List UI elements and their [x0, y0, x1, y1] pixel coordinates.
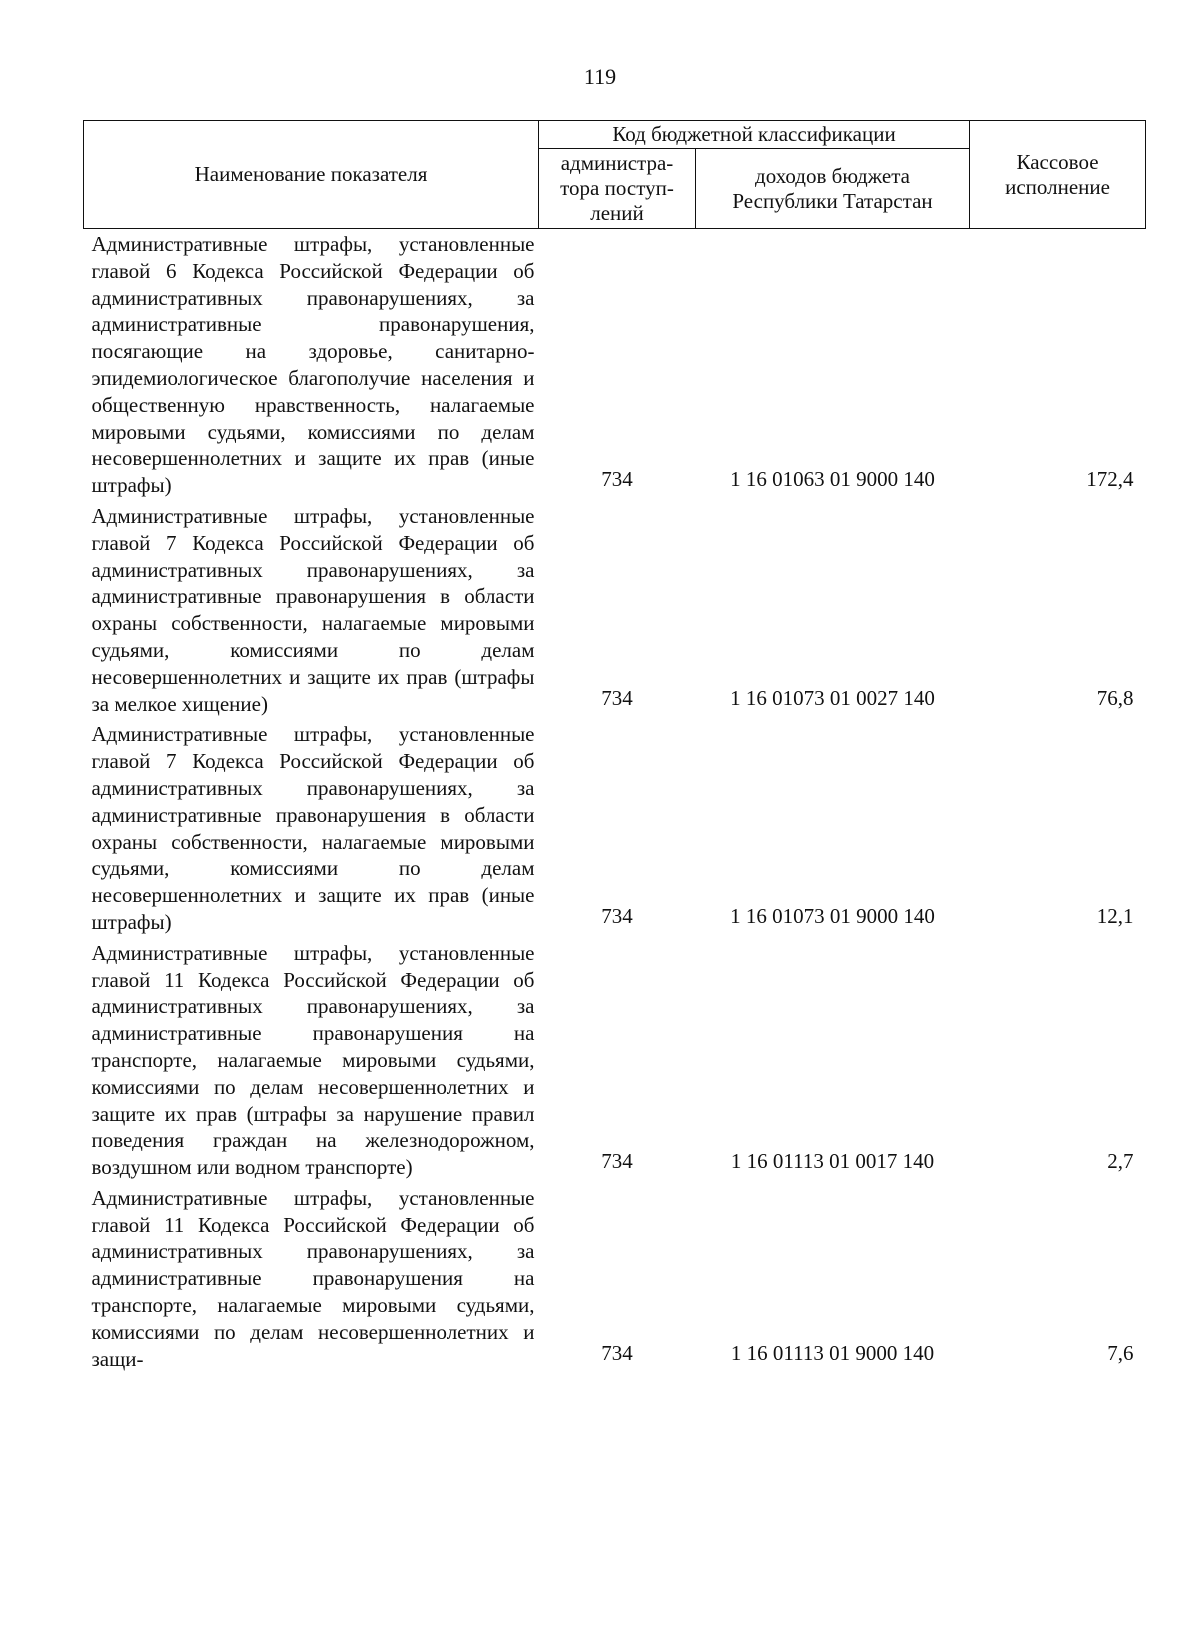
revenue-code: 1 16 01113 01 9000 140: [730, 1340, 935, 1365]
indicator-name: Административные штрафы, установленные главой 11 Кодекса Российской Федерации об административных правонарушениях, за административные правонарушения на транспорте, налагаемые мировыми судьями, комиссиями по делам несовершеннолетних и защите их прав (штрафы за нарушение правил поведения граждан на железнодорожном, воздушном или водном транспорте): [91, 940, 535, 1180]
administrator-code: 734: [601, 903, 633, 928]
column-header-code-group: Код бюджетной классификации: [539, 121, 970, 149]
budget-revenue-table: [83, 120, 1146, 1374]
administrator-code: 734: [601, 685, 633, 710]
cash-execution-amount: 76,8: [1096, 685, 1134, 710]
table-row: [84, 938, 1146, 1183]
administrator-code: 734: [601, 467, 633, 492]
column-header-execution: Кассовое исполнение: [970, 121, 1146, 229]
table-header: [84, 121, 1146, 229]
table-row: [84, 719, 1146, 937]
column-header-administrator: администра-тора поступ-лений: [539, 149, 696, 229]
column-header-revenue-code: доходов бюджета Республики Татарстан: [696, 149, 970, 229]
cash-execution-amount: 7,6: [1107, 1340, 1134, 1365]
revenue-code: 1 16 01073 01 0027 140: [730, 685, 935, 710]
revenue-code: 1 16 01073 01 9000 140: [730, 903, 935, 928]
cash-execution-amount: 12,1: [1096, 903, 1134, 928]
indicator-name: Административные штрафы, установленные главой 11 Кодекса Российской Федерации об административных правонарушениях, за административные правонарушения на транспорте, налагаемые мировыми судьями, комиссиями по делам несовершеннолетних и защи-: [91, 1185, 535, 1371]
revenue-code: 1 16 01063 01 9000 140: [730, 467, 935, 492]
revenue-code: 1 16 01113 01 0017 140: [730, 1149, 935, 1174]
cash-execution-amount: 2,7: [1107, 1149, 1134, 1174]
table-row: [84, 501, 1146, 719]
table-row: [84, 1183, 1146, 1375]
indicator-name: Административные штрафы, установленные главой 6 Кодекса Российской Федерации об административных правонарушениях, за административные правонарушения, посягающие на здоровье, санитарно-эпидемиологическое благополучие населения и общественную нравственность, налагаемые мировыми судьями, комиссиями по делам несовершеннолетних и защите их прав (иные штрафы): [91, 232, 535, 498]
indicator-name: Административные штрафы, установленные главой 7 Кодекса Российской Федерации об административных правонарушениях, за административные правонарушения в области охраны собственности, налагаемые мировыми судьями, комиссиями по делам несовершеннолетних и защите их прав (иные штрафы): [91, 722, 535, 934]
page-number: 119: [583, 64, 617, 89]
column-header-name: Наименование показателя: [84, 121, 539, 229]
administrator-code: 734: [601, 1340, 633, 1365]
cash-execution-amount: 172,4: [1086, 467, 1134, 492]
administrator-code: 734: [601, 1149, 633, 1174]
table-row: [84, 229, 1146, 501]
indicator-name: Административные штрафы, установленные главой 7 Кодекса Российской Федерации об административных правонарушениях, за административные правонарушения в области охраны собственности, налагаемые мировыми судьями, комиссиями по делам несовершеннолетних и защите их прав (штрафы за мелкое хищение): [91, 503, 535, 716]
table-body: [84, 229, 1146, 1375]
